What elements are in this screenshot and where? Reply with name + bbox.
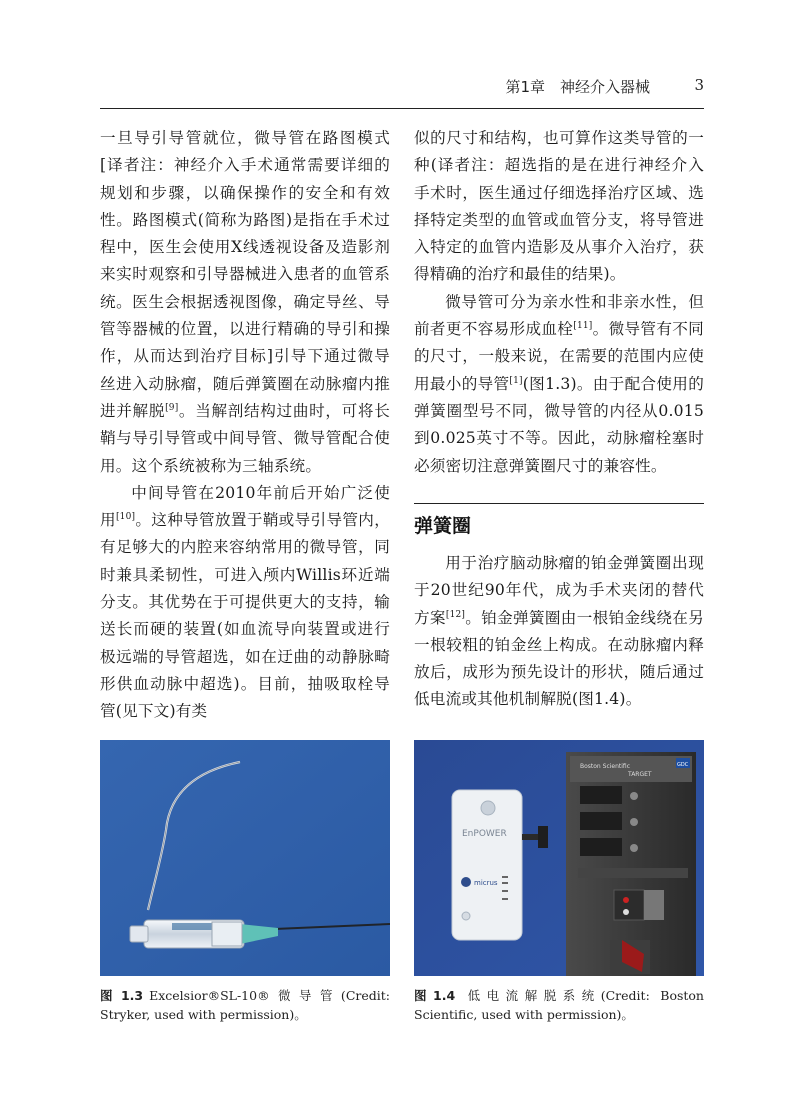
citation: [12]: [445, 609, 466, 620]
figure-label: 图1.3: [100, 988, 144, 1003]
small-logo-text: micrus: [474, 879, 498, 887]
right-column: [414, 125, 704, 480]
detachment-system-image: [414, 740, 704, 976]
paragraph: 一旦导引导管就位，微导管在路图模式[译者注：神经介入手术通常需要详细的规划和步骤，以确保操作的安全和有效性。路图模式(简称为路图)是指在手术过程中，医生会使用X线透视设备及造影剂来实时观察和引导器械进入患者的血管系统。医生会根据透视图像，确定导丝、导管等器械的位置，以进行精确的导引和操作，从而达到治疗目标]引导下通过微导丝进入动脉瘤，随后弹簧圈在动脉瘤内推进并解脱[9]。当解剖结构过曲时，可将长鞘与导引导管或中间导管、微导管配合使用。这个系统被称为三轴系统。: [100, 129, 390, 475]
citation: [11]: [573, 320, 593, 331]
main-model-text: TARGET: [628, 771, 652, 778]
citation: [1]: [509, 375, 523, 386]
citation: [9]: [165, 402, 179, 413]
figure-label: 图1.4: [414, 988, 456, 1003]
paragraph: 用于治疗脑动脉瘤的铂金弹簧圈出现于20世纪90年代，成为手术夹闭的替代方案[12]。铂金弹簧圈由一根铂金线绕在另一根较粗的铂金丝上构成。在动脉瘤内释放后，成形为预先设计的形状，随后通过低电流或其他机制解脱(图1.4)。: [414, 554, 704, 709]
running-header: [100, 72, 704, 109]
caption-text: Excelsior®SL-10®微导管(Credit: Stryker, used with permission)。: [100, 988, 390, 1022]
figure-microcatheter-photo: [100, 740, 390, 976]
figure-detachment-system-photo: [414, 740, 704, 976]
section-divider: [414, 503, 704, 504]
section-heading: 弹簧圈: [414, 515, 472, 537]
figure-caption: [414, 986, 704, 1024]
citation: [10]: [115, 511, 136, 522]
figure-caption: [100, 986, 390, 1024]
paragraph: 似的尺寸和结构，也可算作这类导管的一种(译者注：超选指的是在进行神经介入手术时，医生通过仔细选择治疗区域、选择特定类型的血管或血管分支，将导管进入特定的血管内造影及从事介入治疗，获得精确的治疗和最佳的结果)。: [414, 129, 704, 284]
caption-text: 低电流解脱系统(Credit: Boston Scientific, used with permission)。: [414, 988, 704, 1022]
small-brand-text: EnPOWER: [462, 829, 507, 839]
right-column-section: [414, 550, 704, 714]
microcatheter-image: [100, 740, 390, 976]
main-brand-text: Boston Scientific: [580, 763, 631, 770]
chapter-title: 第1章 神经介入器械: [505, 78, 650, 96]
paragraph: 中间导管在2010年前后开始广泛使用[10]。这种导管放置于鞘或导引导管内，有足够大的内腔来容纳常用的微导管，同时兼具柔韧性，可进入颅内Willis环近端分支。其优势在于可提供更大的支持，输送长而硬的装置(如血流导向装置或进行极远端的导管超选，如在迂曲的动静脉畸形供血动脉中超选)。目前，抽吸取栓导管(见下文)有类: [100, 483, 391, 721]
left-column: [100, 125, 390, 726]
paragraph: 微导管可分为亲水性和非亲水性，但前者更不容易形成血栓[11]。微导管有不同的尺寸，一般来说，在需要的范围内应使用最小的导管[1](图1.3)。由于配合使用的弹簧圈型号不同，微导管的内径从0.015到0.025英寸不等。因此，动脉瘤栓塞时必须密切注意弹簧圈尺寸的兼容性。: [414, 292, 704, 475]
page-number: 3: [694, 76, 704, 94]
badge-text: GDC: [677, 762, 689, 768]
